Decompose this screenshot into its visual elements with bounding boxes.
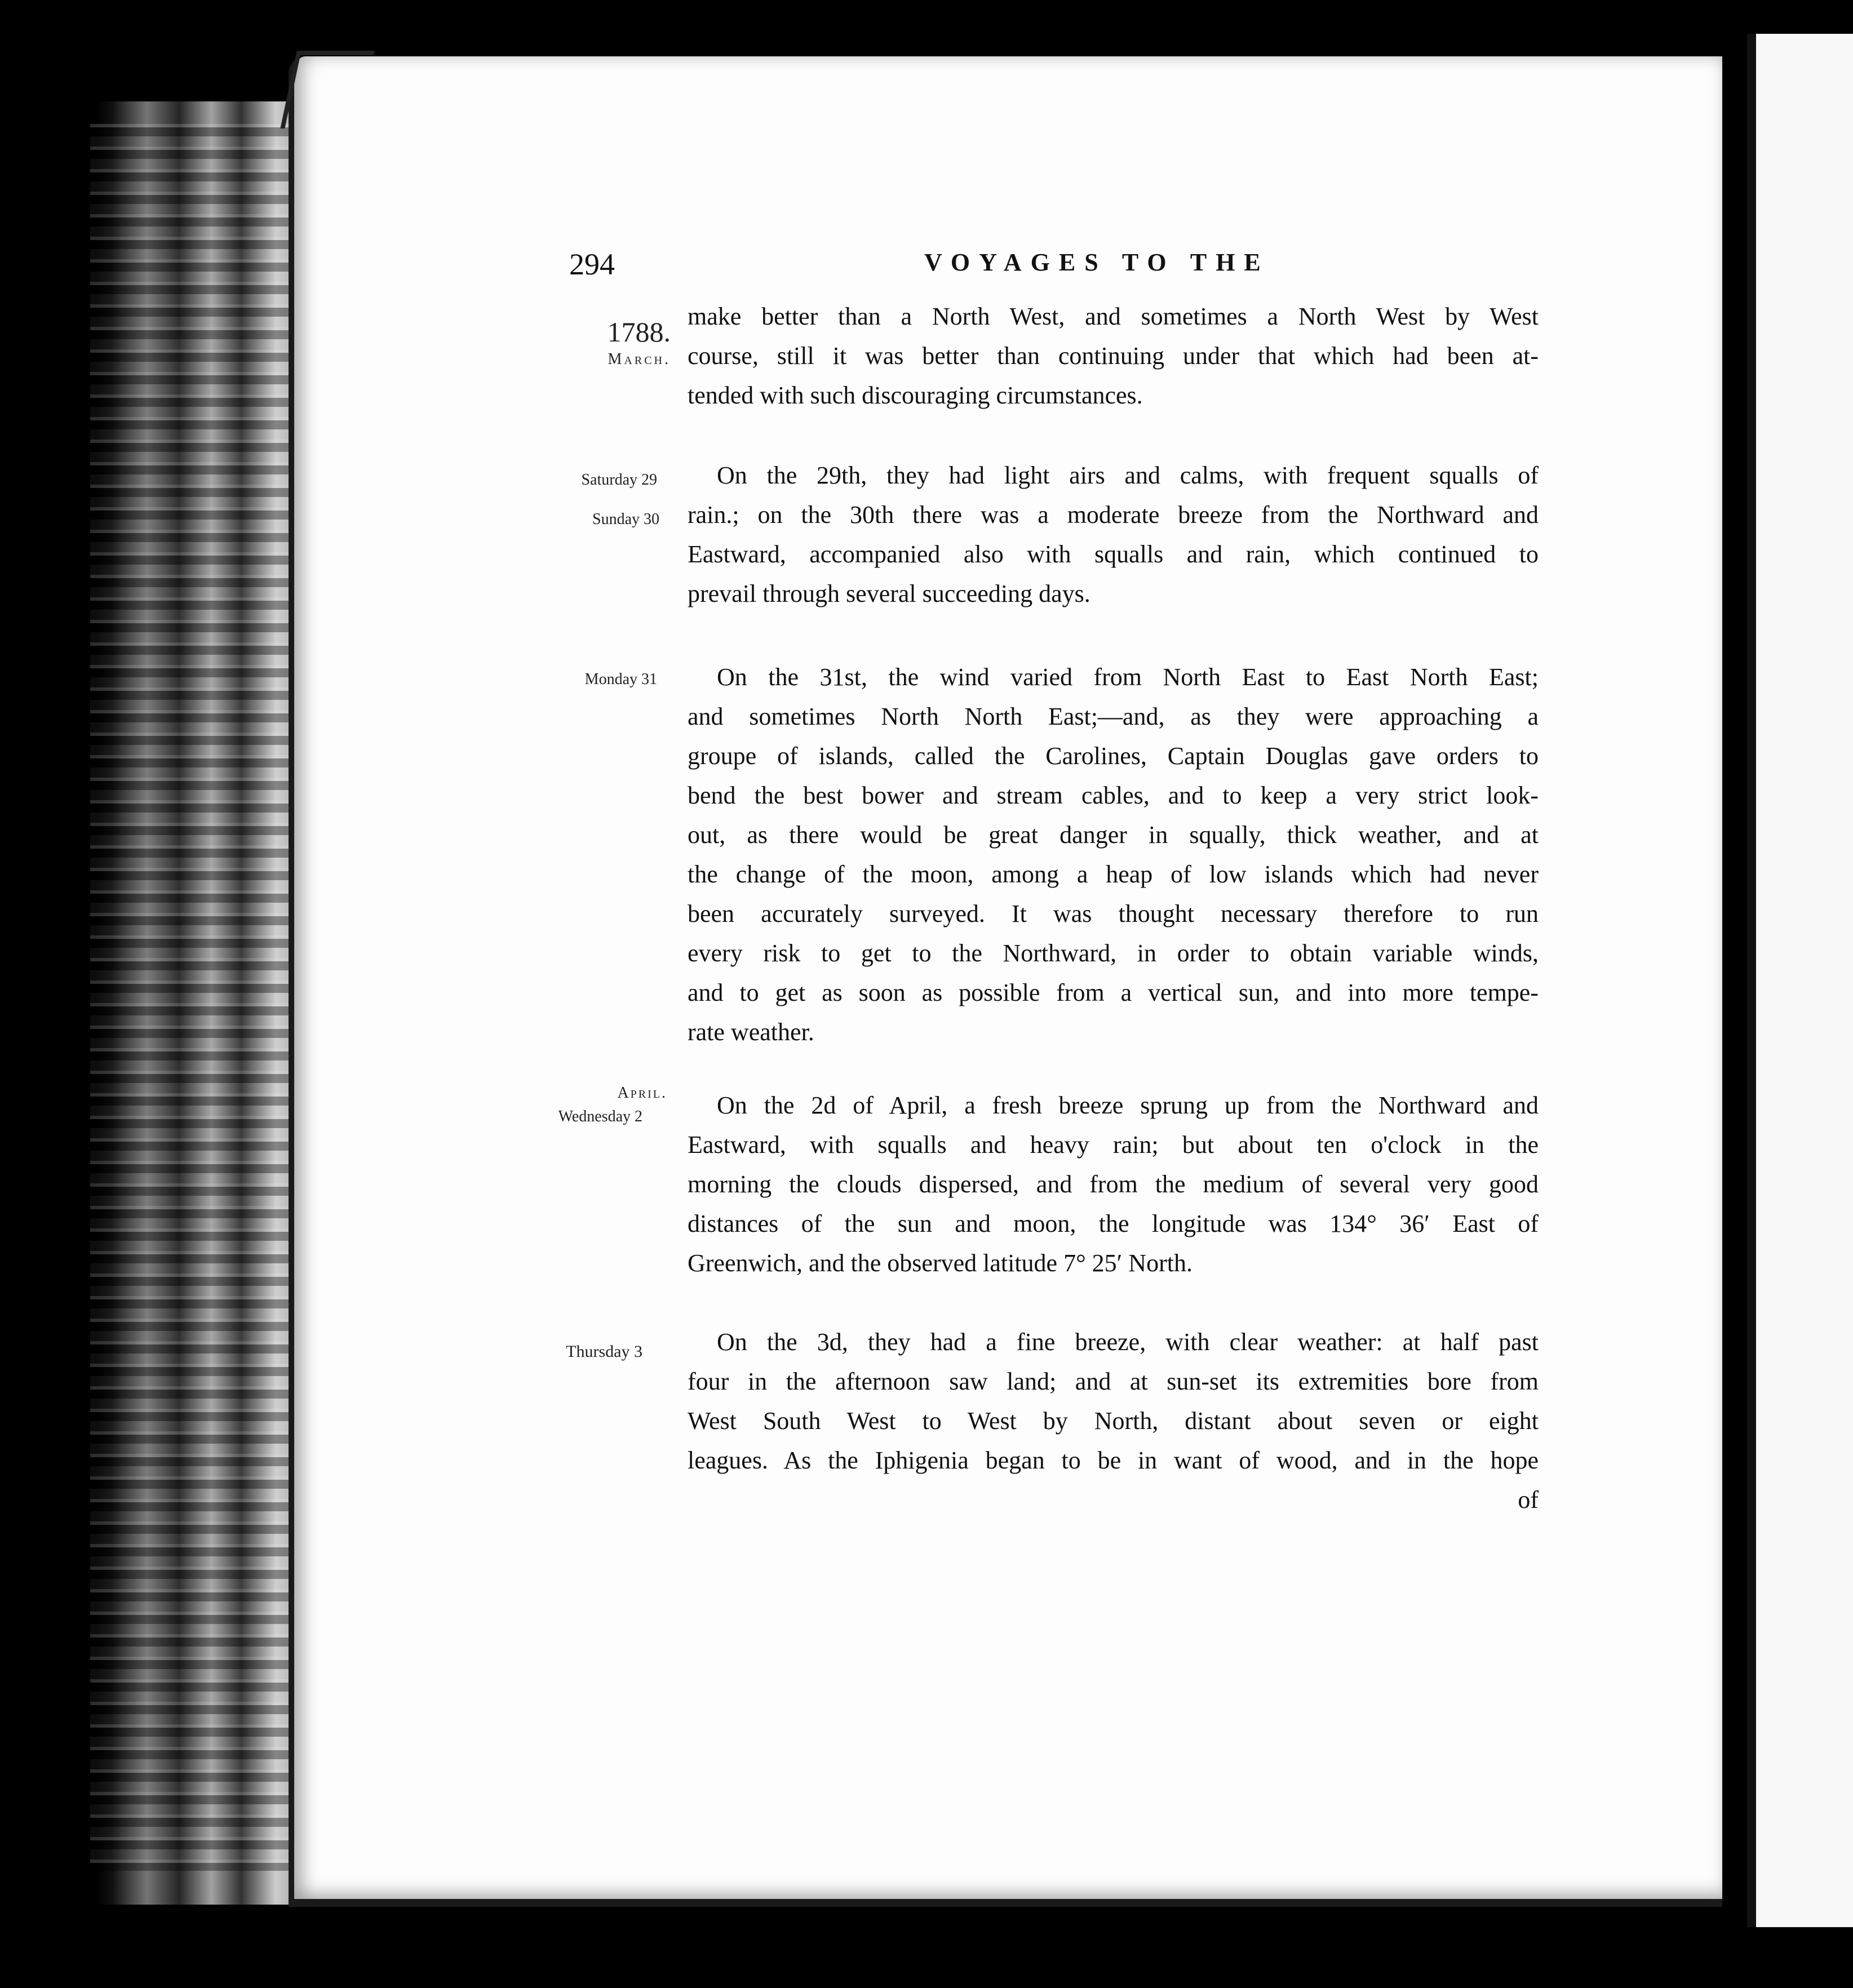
text-line: course, still it was better than continuing under that which had been at- xyxy=(688,342,1539,370)
text-line: been accurately surveyed. It was thought necessary therefore to run xyxy=(688,900,1539,928)
text-line: rain.; on the 30th there was a moderate breeze from the Northward and xyxy=(688,501,1539,529)
text-line: four in the afternoon saw land; and at sun-set its extremities bore from xyxy=(688,1368,1539,1395)
margin-date-wednesday: Wednesday 2 xyxy=(558,1108,642,1125)
text-line: On the 2d of April, a fresh breeze sprung up from the Northward and xyxy=(717,1091,1539,1119)
page-number: 294 xyxy=(569,247,615,281)
text-line: out, as there would be great danger in squally, thick weather, and at xyxy=(688,821,1539,849)
text-line: the change of the moon, among a heap of low islands which had never xyxy=(688,860,1539,888)
text-line: and sometimes North North East;—and, as they were approaching a xyxy=(688,703,1539,730)
text-line: make better than a North West, and sometimes a North West by West xyxy=(688,303,1539,330)
text-line: and to get as soon as possible from a vertical sun, and into more tempe- xyxy=(688,979,1539,1006)
text-line: West South West to West by North, distant about seven or eight xyxy=(688,1407,1539,1435)
margin-date-thursday: Thursday 3 xyxy=(566,1342,642,1361)
text-line: Eastward, with squalls and heavy rain; but about ten o'clock in the xyxy=(688,1131,1539,1159)
book-edge-texture xyxy=(90,124,304,1871)
text-line: bend the best bower and stream cables, and to keep a very strict look- xyxy=(688,782,1539,809)
catchword: of xyxy=(1518,1486,1539,1514)
margin-year: 1788. xyxy=(607,316,671,348)
text-line: On the 31st, the wind varied from North East to East North East; xyxy=(717,663,1539,691)
margin-date-monday: Monday 31 xyxy=(584,671,657,688)
text-line: rate weather. xyxy=(688,1018,814,1046)
margin-date-sunday: Sunday 30 xyxy=(592,511,659,528)
running-head: VOYAGES TO THE xyxy=(924,248,1270,276)
margin-month: March. xyxy=(608,350,671,368)
text-line: leagues. As the Iphigenia began to be in want of wood, and in the hope xyxy=(688,1446,1539,1474)
text-line: Eastward, accompanied also with squalls and rain, which continued to xyxy=(688,540,1539,568)
text-line: groupe of islands, called the Carolines, Captain Douglas gave orders to xyxy=(688,742,1539,770)
text-line: Greenwich, and the observed latitude 7° 25′ North. xyxy=(688,1249,1193,1277)
text-line: tended with such discouraging circumstances. xyxy=(688,381,1143,409)
text-line: morning the clouds dispersed, and from the medium of several very good xyxy=(688,1170,1539,1198)
text-line: On the 29th, they had light airs and calms, with frequent squalls of xyxy=(717,462,1539,489)
text-line: every risk to get to the Northward, in order to obtain variable winds, xyxy=(688,939,1539,967)
facing-page-edge xyxy=(1747,34,1853,1927)
text-line: prevail through several succeeding days. xyxy=(688,580,1090,607)
margin-month-april: April. xyxy=(617,1084,667,1102)
text-line: On the 3d, they had a fine breeze, with clear weather: at half past xyxy=(717,1328,1539,1356)
margin-date-saturday: Saturday 29 xyxy=(581,471,657,489)
page-folded-corner xyxy=(280,51,374,128)
text-line: distances of the sun and moon, the longitude was 134° 36′ East of xyxy=(688,1210,1539,1237)
